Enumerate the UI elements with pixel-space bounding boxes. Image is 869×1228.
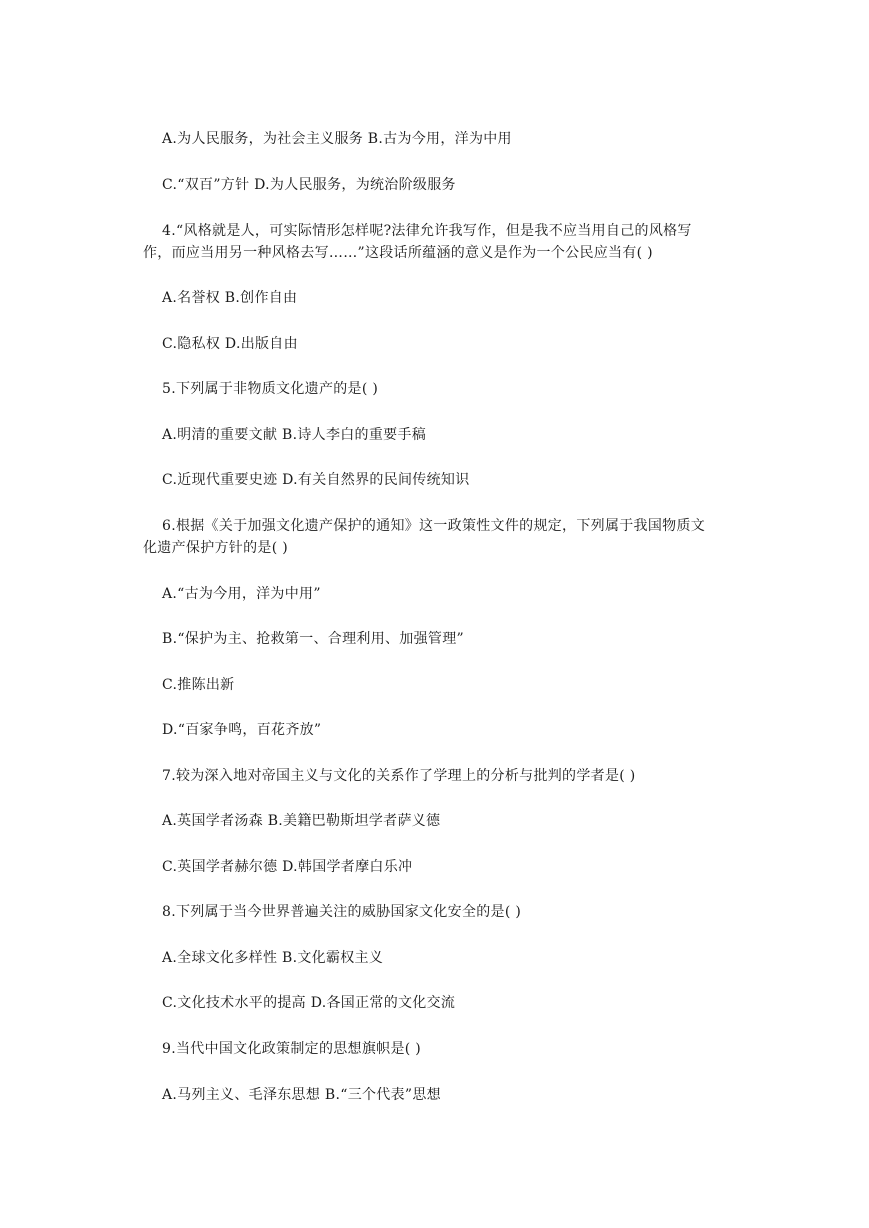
q9-stem: 9.当代中国文化政策制定的思想旗帜是( ) — [162, 1041, 422, 1057]
q4-stem-line1: 4.“风格就是人，可实际情形怎样呢?法律允许我写作，但是我不应当用自己的风格写 — [162, 223, 692, 239]
q6-option-d: D.“百家争鸣，百花齐放” — [162, 722, 322, 738]
q7-option-ab: A.英国学者汤森 B.美籍巴勒斯坦学者萨义德 — [162, 813, 441, 829]
q6-option-c: C.推陈出新 — [162, 677, 235, 693]
q4-option-cd: C.隐私权 D.出版自由 — [162, 336, 298, 352]
q9-option-ab: A.马列主义、毛泽东思想 B.“三个代表”思想 — [162, 1087, 441, 1103]
q5-option-cd: C.近现代重要史迹 D.有关自然界的民间传统知识 — [162, 472, 470, 488]
q5-stem: 5.下列属于非物质文化遗产的是( ) — [162, 381, 379, 397]
q6-stem-line2: 化遗产保护方针的是( ) — [143, 540, 288, 556]
q3-option-cd: C.“双百”方针 D.为人民服务，为统治阶级服务 — [162, 177, 456, 193]
q4-option-ab: A.名誉权 B.创作自由 — [162, 290, 298, 306]
q8-stem: 8.下列属于当今世界普遍关注的威胁国家文化安全的是( ) — [162, 904, 522, 920]
q6-stem-line1: 6.根据《关于加强文化遗产保护的通知》这一政策性文件的规定，下列属于我国物质文 — [162, 518, 706, 534]
q5-option-ab: A.明清的重要文献 B.诗人李白的重要手稿 — [162, 427, 427, 443]
q7-option-cd: C.英国学者赫尔德 D.韩国学者摩白乐冲 — [162, 859, 413, 875]
q3-option-ab: A.为人民服务，为社会主义服务 B.古为今用，洋为中用 — [162, 131, 512, 147]
q6-option-b: B.“保护为主、抢救第一、合理利用、加强管理” — [162, 631, 464, 647]
q4-stem-line2: 作，而应当用另一种风格去写……”这段话所蕴涵的意义是作为一个公民应当有( ) — [143, 245, 653, 261]
q7-stem: 7.较为深入地对帝国主义与文化的关系作了学理上的分析与批判的学者是( ) — [162, 768, 636, 784]
q6-option-a: A.“古为今用，洋为中用” — [162, 586, 321, 602]
q8-option-cd: C.文化技术水平的提高 D.各国正常的文化交流 — [162, 995, 456, 1011]
q8-option-ab: A.全球文化多样性 B.文化霸权主义 — [162, 950, 384, 966]
